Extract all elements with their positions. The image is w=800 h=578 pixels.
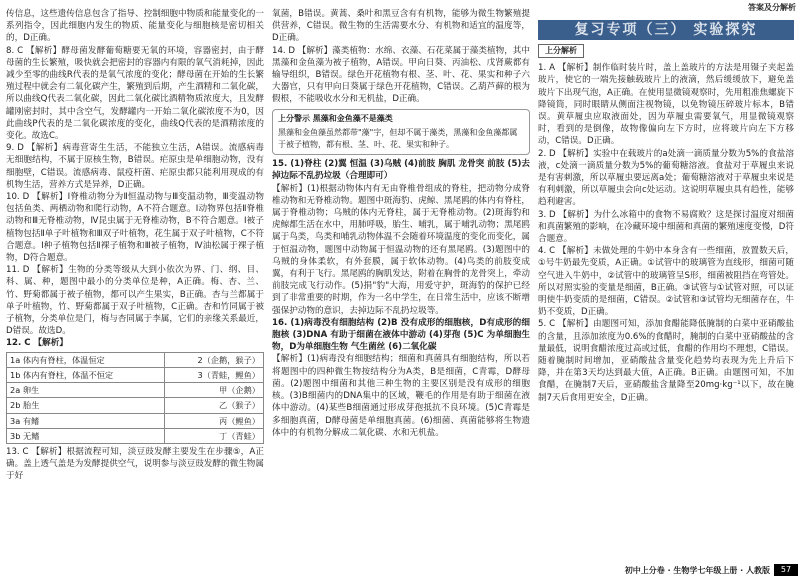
footer xyxy=(580,562,800,578)
tip-title: 上分警示 黑藻和金鱼藻不是藻类 xyxy=(278,113,393,123)
key-left: 3a 有鳍 xyxy=(7,413,165,428)
key-right: 甲（企鹅） xyxy=(164,383,264,398)
key-right: 丙（鲤鱼） xyxy=(164,413,264,428)
key-right: 2（企鹅，猴子） xyxy=(164,352,264,367)
answer-q8: 8. C 【解析】酵母菌发酵葡萄糖要无氧的环境，容器密封，由于酵母菌的生长繁殖，吸快就会把密封的容器内有限的氧气消耗掉，因此减少至零的曲线R代表的是氧气浓度的变化；酵母菌在开始的生长繁殖过程中就会有二氧化碳产生，繁殖到后期，产生酒精和二氧化碳，所以曲线Q代表二氧化碳，因此二氧化碳比酒精物质浓度大，且发酵罐刚密封时，其中含空气，发酵罐内一开始二氧化碳浓度不为0，因此曲线P代表的是二氧化碳浓度的变化，曲线Q代表的是酒精浓度的变化。故选C。 xyxy=(6,45,264,142)
key-row xyxy=(7,367,264,382)
footer-text: 初中上分卷 · 生物学七年级上册 · 人教版 xyxy=(624,566,770,575)
answer-q13: 13. C 【解析】根据流程可知，淡豆豉发酵主要发生在步骤⑤，A正确。盖上透气盖是为发酵提供空气，说明参与淡豆豉发酵的微生物属于好 xyxy=(6,446,264,482)
header-label: 答案及分解析 xyxy=(646,2,796,12)
answer-q12-lead: 12. C 【解析】 xyxy=(6,338,68,349)
answer-r4: 4. C 【解析】未做处理的牛奶中本身含有一些细菌，放置数天后，①号牛奶最先变质，A正确。①试管中的玻璃管为直线形，细菌可随空气进入牛奶中，②试管中的玻璃管呈S形，细菌被阻挡在弯管处。所以对照实验的变量是细菌，B正确。③试管与①试管对照，可以证明使牛奶变质的是细菌，C错误。②试管和③试管均无细菌存在，牛奶不变质，D正确。 xyxy=(538,246,794,318)
answer-q11: 11. D 【解析】生物的分类等级从大到小依次为界、门、纲、目、科、属、种，题图中最小的分类单位是种，A正确。梅、杏、兰、竹、野菊都属于被子植物，都可以产生果实，B正确。杏与兰都属于单子叶植物，竹、野菊都属于双子叶植物，C正确。杏和竹同属于被子植物，分类单位是门，梅与杏同属于李属，它们的亲缘关系最近，D错误。故选D。 xyxy=(6,265,264,337)
answer-q10: 10. D 【解析】Ⅰ脊椎动物分为Ⅱ恒温动物与Ⅲ变温动物，Ⅲ变温动物包括鱼类、两栖动物和爬行动物，A不符合题意。Ⅰ动物界包括Ⅱ脊椎动物和Ⅲ无脊椎动物，Ⅳ昆虫属于无脊椎动物，B不符合题意。Ⅰ被子植物包括Ⅱ单子叶植物和Ⅲ双子叶植物，花生属于双子叶植物，C不符合题意。Ⅰ种子植物包括Ⅱ裸子植物和Ⅲ被子植物，Ⅳ油松属于裸子植物，D符合题意。 xyxy=(6,192,264,264)
answer-q16-lead: 16. (1)病毒没有细胞结构 (2)B 没有成形的细胞核，D有成形的细胞核 (3)DNA 有助于细菌在液体中游动 (4)芽孢 (5)C 为单细胞生物，D为单细胞生物 气生菌丝 (6)二氧化碳 xyxy=(272,317,530,353)
answer-r3: 3. D 【解析】为什么冰箱中的食物不易腐败？这是探讨温度对细菌和真菌繁殖的影响，在冷藏环境中细菌和真菌的繁殖速度变慢，D符合题意。 xyxy=(538,209,794,245)
key-row xyxy=(7,428,264,443)
left-column xyxy=(6,8,264,483)
answer-r2: 2. D 【解析】实验中在载玻片的a处滴一滴质量分数为5%的食盐溶液，c处滴一滴质量分数为5%的葡萄糖溶液。食盐对于草履虫来说是有害刺激，所以草履虫要远离a处；葡萄糖溶液对于草履虫来说是有利刺激，所以草履虫会向c处运动。这说明草履虫具有趋性，能够趋利避害。 xyxy=(538,148,794,208)
key-left: 2b 胎生 xyxy=(7,398,165,413)
answer-r5: 5. C 【解析】由题图可知，添加食醋能降低腌制的白菜中亚硝酸盐的含量，且添加浓度为0.6%的食醋时，腌制的白菜中亚硝酸盐的含量最低，说明食醋浓度过高或过低，食醋的作用均不理想，C错误。随着腌制时间增加，亚硝酸盐含量变化趋势均表现为先上升后下降，并在第3天均达到最大值，A正确。B正确。由题图可知，不加食醋，在腌制7天后，亚硝酸盐含量降至20mg·kg⁻¹以下，故在腌制7天后食用更安全，D正确。 xyxy=(538,319,794,403)
tip-box xyxy=(272,109,530,156)
tip-body: 黑藻和金鱼藻虽然都带"藻"字，但却不属于藻类，黑藻和金鱼藻都属于被子植物，都有根、茎、叶、花、果实和种子。 xyxy=(278,127,518,150)
key-row xyxy=(7,398,264,413)
key-left: 3b 无鳍 xyxy=(7,428,165,443)
key-right: 丁（青蛙） xyxy=(164,428,264,443)
right-column xyxy=(538,14,794,404)
answer-q14: 14. D 【解析】藻类植物：水绵、衣藻、石花菜属于藻类植物，其中黑藻和金鱼藻为被子植物，A错误。甲向日葵、丙油松、戊肾蕨都有输导组织，B错误。绿色开花植物有根、茎、叶、花、果实和种子六大器官，只有甲向日葵属于绿色开花植物，C错误。乙葫芦藓的根为假根，不能吸收水分和无机盐，D正确。 xyxy=(272,45,530,105)
key-row xyxy=(7,352,264,367)
section-title: 复习专项（三） 实验探究 xyxy=(538,20,794,40)
key-right: 3（青蛙，鲤鱼） xyxy=(164,367,264,382)
key-left: 1a 体内有脊柱，体温恒定 xyxy=(7,352,165,367)
sub-title: 上分解析 xyxy=(538,44,584,58)
answer-q16-body: 【解析】(1)病毒没有细胞结构；细菌和真菌具有细胞结构，所以若将题图中的四种微生物按结构分为A类，B是细菌，C青霉，D酵母菌。(2)题图中细菌和其他三种生物的主要区别是没有成形的细胞核。(3)B细菌内的DNA集中的区域，鞭毛的作用是有助于细菌在液体中游动。(4)某些B细菌通过形成芽孢抵抗不良环境。(5)C青霉是多细胞真菌，D酵母菌是单细胞真菌。(6)细菌、真菌能够将生物遗体中的有机物分解成二氧化碳、水和无机盐。 xyxy=(272,354,530,438)
answer-q15-lead: 15. (1)脊柱 (2)翼 恒温 (3)乌贼 (4)前肢 胸肌 龙骨突 前肢 (5)去掉边际不乱扔垃圾（合理即可） xyxy=(272,159,530,182)
key-left: 1b 体内有脊柱，体温不恒定 xyxy=(7,367,165,382)
paragraph-intro: 传信息，这些遗传信息包含了指导、控制细胞中物质和能量变化的一系列指令，因此细胞内发生的物质、能量变化与细胞核是密切相关的，D正确。 xyxy=(6,9,264,44)
page-number: 57 xyxy=(774,564,798,576)
dichotomous-key-table xyxy=(6,352,264,444)
middle-column xyxy=(272,8,530,439)
answer-q15-body: 【解析】(1)根据动物体内有无由脊椎骨组成的脊柱，把动物分成脊椎动物和无脊椎动物。题图中斑海豹、虎鲸、黑尾鸥的体内有脊柱，属于脊椎动物；乌贼的体内无脊柱，属于无脊椎动物。(2)斑海豹和虎鲸都生活在水中，用肺呼吸，胎生、哺乳，属于哺乳动物；黑尾鸥属于鸟类，鸟类和哺乳动物体温不会随着环境温度的变化而变化，属于恒温动物，题图中动物属于恒温动物的还有黑尾鸥。(3)题图中的乌贼的身体柔软，有外套膜，属于软体动物。(4)鸟类的前肢变成翼，有利于飞行。黑尾鸥的胸肌发达，附着在胸骨的龙骨突上，牵动前肢完成飞行动作。(5)捐"豹"大海，用爱守护，斑海豹的保护已经到了非常重要的时期，作为一名中学生，在日常生活中，应该不断增强保护动物的意识，去掉边际不乱扔垃圾等。 xyxy=(272,183,530,316)
key-row xyxy=(7,383,264,398)
key-left: 2a 卵生 xyxy=(7,383,165,398)
paragraph-continued: 氧菌，B错误。黄蒿、桑叶和黑豆含有有机物，能够为微生物繁殖提供营养，C错误。微生物的生活需要水分、有机物和适宜的温度等，D正确。 xyxy=(272,9,530,44)
answer-r1: 1. A 【解析】制作临时装片时，盖上盖玻片的方法是用镊子夹起盖玻片，使它的一端先接触载玻片上的液滴，然后缓缓放下，避免盖玻片下出现气泡，A正确。在使用显微镜观察时，先用粗准焦螺旋下降镜筒，同时眼睛从侧面注视物镜，以免物镜压碎玻片标本，B错误。黄草履虫应取液面处，因为草履虫需要氧气，用显微镜观察时，看到的是倒像，故物像偏向左下方时，应将玻片向左下方移动，C错误。D正确。 xyxy=(538,63,794,147)
key-row xyxy=(7,413,264,428)
answer-q9: 9. D 【解析】病毒营寄生生活，不能独立生活，A错误。流感病毒无细胞结构，不属于原核生物，B错误。疟原虫是单细胞动物，没有细胞壁，C错误。流感病毒、鼠疫杆菌、疟原虫都只能利用现成的有机物生活，营养方式是异养，D正确。 xyxy=(6,143,264,190)
key-right: 乙（猴子） xyxy=(164,398,264,413)
